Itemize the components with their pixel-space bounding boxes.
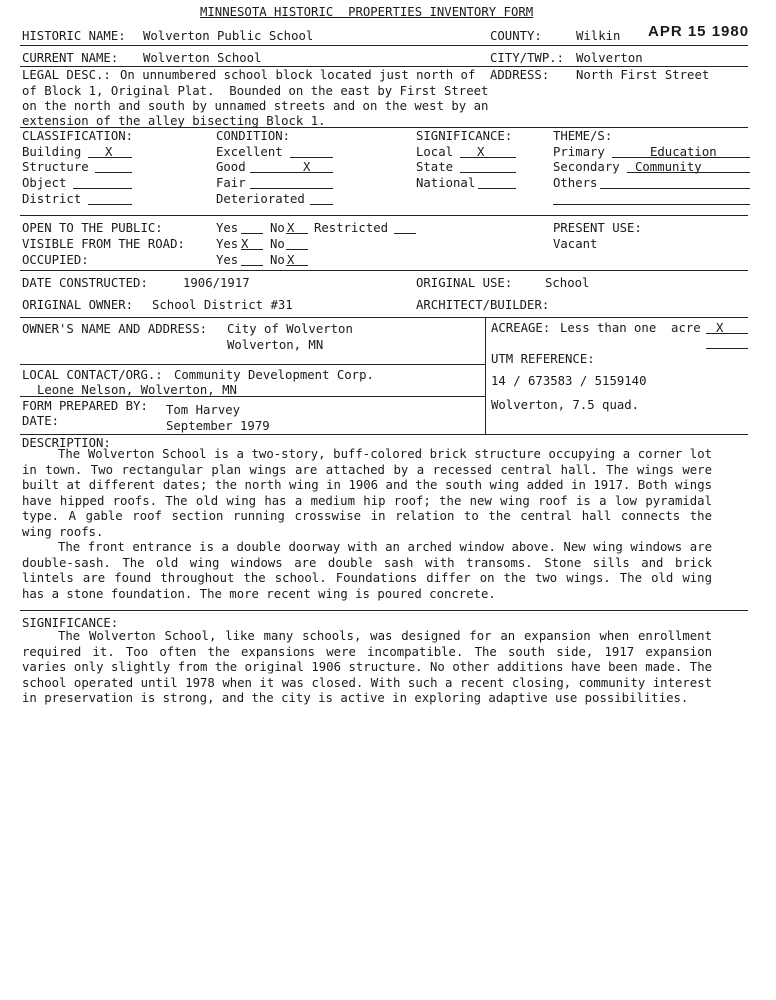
date-stamp: APR 15 1980 (648, 23, 750, 40)
open-public-no: No (270, 221, 285, 235)
historic-name-label: HISTORIC NAME: (22, 29, 126, 43)
utm-quad: Wolverton, 7.5 quad. (491, 398, 640, 412)
significance-label: SIGNIFICANCE: (22, 616, 119, 630)
condition-item: Good (216, 160, 246, 174)
original-owner-label: ORIGINAL OWNER: (22, 298, 134, 312)
condition-item: Excellent (216, 145, 283, 159)
local-contact-person: Leone Nelson, Wolverton, MN (37, 383, 237, 397)
city-value: Wolverton (576, 51, 643, 65)
divider (20, 270, 748, 271)
occupied-mark: X (287, 253, 295, 267)
blank-line (241, 249, 263, 250)
legal-desc-line: on the north and south by unnamed streets and on the west by an (22, 99, 489, 113)
divider (20, 434, 748, 435)
blank-line (553, 204, 750, 205)
classification-label: CLASSIFICATION: (22, 129, 134, 143)
description-label: DESCRIPTION: (22, 436, 111, 450)
blank-line (478, 188, 516, 189)
divider (20, 215, 748, 216)
utm-label: UTM REFERENCE: (491, 352, 595, 366)
significance-item: Local (416, 145, 454, 159)
restricted-label: Restricted (314, 221, 389, 235)
legal-desc-label: LEGAL DESC.: (22, 68, 111, 82)
classification-item: Building (22, 145, 82, 159)
current-name-value: Wolverton School (143, 51, 262, 65)
divider (20, 127, 748, 128)
acreage-text: Less than one acre (560, 321, 701, 335)
blank-line (310, 204, 333, 205)
blank-line (250, 188, 333, 189)
divider (20, 45, 748, 46)
date-label: DATE: (22, 414, 60, 428)
themes-label: THEME/S: (553, 129, 613, 143)
county-label: COUNTY: (490, 29, 542, 43)
blank-line (95, 172, 132, 173)
condition-item: Deteriorated (216, 192, 305, 206)
divider (20, 396, 485, 397)
blank-line (88, 157, 132, 158)
condition-label: CONDITION: (216, 129, 291, 143)
blank-line (706, 333, 748, 334)
blank-line (394, 233, 416, 234)
divider (20, 364, 485, 365)
blank-line (241, 233, 263, 234)
condition-mark: X (303, 160, 311, 174)
open-public-mark: X (287, 221, 295, 235)
address-value: North First Street (576, 68, 710, 82)
legal-desc-line: On unnumbered school block located just north of (120, 68, 476, 82)
blank-line (460, 172, 516, 173)
classification-item: Object (22, 176, 67, 190)
blank-line (88, 204, 132, 205)
owner-line: City of Wolverton (227, 322, 353, 336)
blank-line (286, 265, 308, 266)
original-owner-value: School District #31 (152, 298, 293, 312)
owner-line: Wolverton, MN (227, 338, 324, 352)
blank-line (286, 233, 308, 234)
theme-primary-label: Primary (553, 145, 605, 159)
utm-value: 14 / 673583 / 5159140 (491, 374, 647, 388)
architect-label: ARCHITECT/BUILDER: (416, 298, 550, 312)
visible-road-mark: X (241, 237, 249, 251)
blank-line (286, 249, 308, 250)
prepared-by-value: Tom Harvey (166, 403, 241, 417)
divider-vertical (485, 317, 486, 434)
acreage-mark: X (716, 321, 724, 335)
form-title: MINNESOTA HISTORIC PROPERTIES INVENTORY FORM (200, 5, 534, 19)
theme-secondary-value: Community (635, 160, 702, 174)
owner-label: OWNER'S NAME AND ADDRESS: (22, 322, 208, 336)
significance-mark: X (477, 145, 485, 159)
occupied-label: OCCUPIED: (22, 253, 89, 267)
significance-item: State (416, 160, 454, 174)
condition-item: Fair (216, 176, 246, 190)
occupied-no: No (270, 253, 285, 267)
visible-road-no: No (270, 237, 285, 251)
visible-road-yes: Yes (216, 237, 239, 251)
date-constructed-value: 1906/1917 (183, 276, 250, 290)
blank-line (706, 348, 748, 349)
classification-item: Structure (22, 160, 89, 174)
blank-line (460, 157, 516, 158)
occupied-yes: Yes (216, 253, 239, 267)
significance-body (22, 629, 712, 707)
divider (20, 610, 748, 611)
date-value: September 1979 (166, 419, 270, 433)
blank-line (73, 188, 132, 189)
theme-primary-value: Education (650, 145, 717, 159)
date-constructed-label: DATE CONSTRUCTED: (22, 276, 148, 290)
county-value: Wilkin (576, 29, 621, 43)
significance-paragraph: The Wolverton School, like many schools, was designed for an expansion when enrollment required it. Too often the expansions were incompatible. The south side, 1917 expansion varies only slightly from the original 1906 structure. No other additions have been made. The school operated until 1978 when it was closed. With such a recent closing, community interest in preservation is strong, and the city is active in exploring adaptive use possibilities. (22, 629, 712, 705)
classification-item: District (22, 192, 82, 206)
visible-road-label: VISIBLE FROM THE ROAD: (22, 237, 185, 251)
blank-line (600, 188, 750, 189)
theme-others-label: Others (553, 176, 598, 190)
divider (20, 317, 748, 318)
address-label: ADDRESS: (490, 68, 550, 82)
open-public-label: OPEN TO THE PUBLIC: (22, 221, 163, 235)
significance-item: National (416, 176, 476, 190)
blank-line (241, 265, 263, 266)
present-use-label: PRESENT USE: (553, 221, 642, 235)
local-contact-org: Community Development Corp. (174, 368, 374, 382)
original-use-value: School (545, 276, 590, 290)
significance-level-label: SIGNIFICANCE: (416, 129, 513, 143)
description-paragraph: The Wolverton School is a two-story, buff-colored brick structure occupying a corner lot in town. Two rectangular plan wings are attached by a recessed central hall. The wings were built at different dates; the north wing in 1906 and the south wing added in 1917. Both wings have hipped roofs. The old wing has a medium hip roof; the new wing roof is a low pyramidal type. A gable roof section running crosswise in relation to the central hall connects the wing roofs. (22, 447, 712, 539)
current-name-label: CURRENT NAME: (22, 51, 119, 65)
legal-desc-line: of Block 1, Original Plat. Bounded on the east by First Street (22, 84, 489, 98)
blank-line (627, 172, 750, 173)
description-body (22, 447, 712, 602)
blank-line (250, 172, 333, 173)
blank-line (612, 157, 750, 158)
divider (20, 66, 748, 67)
blank-line (290, 157, 333, 158)
classification-mark: X (105, 145, 113, 159)
acreage-label: ACREAGE: (491, 321, 551, 335)
description-paragraph: The front entrance is a double doorway with an arched window above. New wing windows are double-sash. The old wing windows are double sash with transoms. Stone sills and brick lintels are found throughout the school. Foundations differ on the two wings. The old wing has a stone foundation. The more recent wing is poured concrete. (22, 540, 712, 601)
prepared-by-label: FORM PREPARED BY: (22, 399, 148, 413)
historic-name-value: Wolverton Public School (143, 29, 314, 43)
local-contact-label: LOCAL CONTACT/ORG.: (22, 368, 163, 382)
theme-secondary-label: Secondary (553, 160, 620, 174)
open-public-yes: Yes (216, 221, 239, 235)
legal-desc-line: extension of the alley bisecting Block 1. (22, 114, 326, 128)
city-label: CITY/TWP.: (490, 51, 565, 65)
original-use-label: ORIGINAL USE: (416, 276, 513, 290)
present-use-value: Vacant (553, 237, 598, 251)
